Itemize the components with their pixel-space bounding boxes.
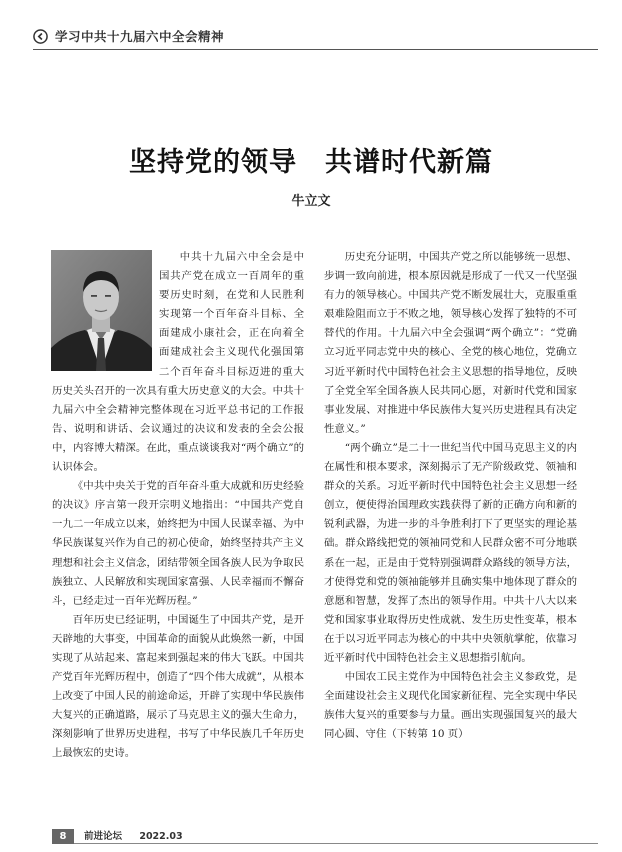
paragraph: 中国农工民主党作为中国特色社会主义参政党，是全面建设社会主义现代化国家新征程、完全实现中华民族伟大复兴的重要参与力量。画出实现强国复兴的最大同心圆、守住（下转第 10 页）: [324, 671, 577, 741]
footer-divider: [74, 843, 598, 844]
section-title: 学习中共十九届六中全会精神: [55, 29, 225, 44]
page-number: 8: [52, 829, 74, 844]
magazine-name: 前进论坛: [84, 831, 123, 842]
paragraph: 《中共中央关于党的百年奋斗重大成就和历史经验的决议》序言第一段开宗明义地指出：“中国共产党自一九二一年成立以来，始终把为中国人民谋幸福、为中华民族谋复兴作为自己的初心使命，始终坚持共产主义理想和社会主义信念，团结带领全国各族人民为争取民族独立、人民解放和实现国家富强、人民幸福而不懈奋斗，已经走过一百年光辉历程。”: [52, 480, 304, 607]
paragraph: 百年历史已经证明，中国诞生了中国共产党，是开天辟地的大事变，中国革命的面貌从此焕然一新，中国实现了从站起来、富起来到强起来的伟大飞跃。中国共产党百年光辉历程中，创造了“四个伟大成就”，从根本上改变了中国人民的前途命运，开辟了实现中华民族伟大复兴的正确道路，展示了马克思主义的强大生命力，深刻影响了世界历史进程，书写了中华民族几千年历史上最恢宏的史诗。: [52, 613, 304, 760]
photo-spacer: [52, 248, 159, 381]
paragraph: “两个确立”是二十一世纪当代中国马克思主义的内在属性和根本要求，深刻揭示了无产阶级政党、领袖和群众的关系。习近平新时代中国特色社会主义思想一经创立，便使得治国理政实践获得了新的正确方向和新的锐利武器，为进一步的斗争胜利打下了更坚实的理论基础。群众路线把党的领袖同党和人民群众密不可分地联系在一起，正是由于党特别强调群众路线的领导方法，才使得党和党的领袖能够并且确实集中地体现了群众的意愿和智慧，发挥了杰出的领导作用。中共十八大以来党和国家事业取得历史性成就、发生历史性变革，根本在于以习近平同志为核心的中共中央领航掌舵，依靠习近平新时代中国特色社会主义思想指引航向。: [324, 441, 577, 664]
article-column-left: [52, 248, 304, 764]
paragraph: 历史充分证明，中国共产党之所以能够统一思想、步调一致向前进，根本原因就是形成了一代又一代坚强有力的领导核心。中国共产党不断发展壮大，克服重重艰难险阻而立于不败之地，领导核心发挥了独特的不可替代的作用。十九届六中全会强调“两个确立”：“党确立习近平同志党中央的核心、全党的核心地位，党确立习近平新时代中国特色社会主义思想的指导地位，反映了全党全军全国各族人民共同心愿，对新时代党和国家事业发展、对推进中华民族伟大复兴历史进程具有决定性意义。”: [324, 251, 577, 435]
article-column-right: [324, 248, 577, 744]
footer-info: [84, 829, 197, 844]
issue-number: 2022.03: [139, 831, 183, 842]
circled-arrow-icon: [33, 29, 48, 44]
article-author: 牛立文: [291, 194, 331, 209]
page-header: [33, 26, 598, 46]
paragraph: 中共十九届六中全会是中国共产党在成立一百周年的重要历史时刻，在党和人民胜利实现第一个百年奋斗目标、全面建成小康社会，正在向着全面建成社会主义现代化强国第二个百年奋斗目标迈进的重大历史关头召开的一次具有重大历史意义的大会。中共十九届六中全会精神完整体现在习近平总书记的工作报告、说明和讲话、会议通过的决议和发表的全会公报中，内容博大精深。在此，重点谈谈我对“两个确立”的认识体会。: [52, 251, 304, 474]
article-title: 坚持党的领导 共谱时代新篇: [129, 147, 493, 178]
header-divider: [33, 49, 598, 50]
